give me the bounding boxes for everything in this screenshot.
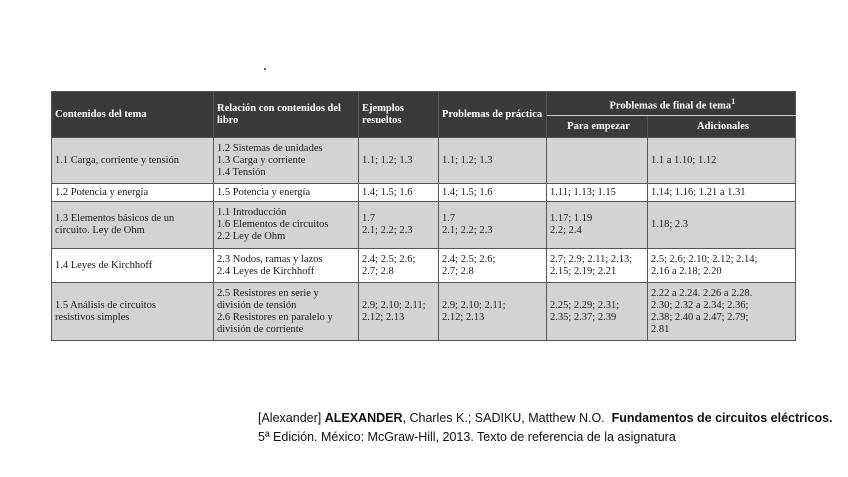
cell-line: 2.30; 2.32 a 2.34; 2.36; [651, 299, 749, 311]
cell-line: 2.1; 2.2; 2.3 [362, 225, 413, 236]
cell-line: 1.4 Leyes de Kirchhoff [55, 259, 153, 271]
cell-line: 2.4; 2.5; 2.6; [362, 253, 416, 265]
cell-line: 1.1 a 1.10; 1.12 [651, 154, 717, 166]
cell-line: 1.1 Carga, corriente y tensión [55, 154, 180, 166]
cell-line: 1.14; 1.16; 1.21 a 1.31 [651, 186, 746, 198]
cell-start [547, 283, 648, 341]
cell-line: 2.1; 2.2; 2.3 [442, 225, 493, 236]
cell-line: 1.3 Elementos básicos de un [55, 213, 175, 224]
cell-line: 2.7; 2.8 [442, 265, 474, 277]
cell-relation [214, 138, 359, 184]
cell-line: 2.4 Leyes de Kirchhoff [217, 265, 315, 277]
cell-line: 2.9; 2.10; 2.11; [362, 299, 426, 311]
cell-line: 1.3 Carga y corriente [217, 154, 306, 166]
cell-line: 2.7; 2.9; 2.11; 2.13; [550, 253, 633, 265]
cell-line: 1.2 Sistemas de unidades [217, 142, 323, 154]
cell-start [547, 138, 648, 184]
cell-line: 2.15; 2.19; 2.21 [550, 265, 617, 277]
header-practice: Problemas de práctica [439, 92, 547, 138]
cell-line: 1.4; 1.5; 1.6 [362, 186, 413, 198]
table-row [52, 283, 796, 341]
cell-line: 2.22 a 2.24. 2.26 a 2.28. [651, 287, 753, 299]
table-row [52, 184, 796, 202]
cell-line: 2.2 Ley de Ohm [217, 231, 286, 242]
header-additional: Adicionales [648, 116, 796, 138]
cell-examples [359, 184, 439, 202]
bibliographic-citation [258, 409, 838, 447]
cell-topic [52, 184, 214, 202]
cell-line: 1.1; 1.2; 1.3 [442, 154, 493, 166]
header-examples: Ejemplos resueltos [359, 92, 439, 138]
cell-line: 1.2 Potencia y energía [55, 186, 149, 198]
course-contents-table [51, 91, 796, 341]
citation-author: ALEXANDER [324, 411, 403, 425]
citation-details: 5ª Edición. México: McGraw-Hill, 2013. Texto de referencia de la asignatura [258, 430, 676, 444]
cell-line: 2.6 Resistores en paralelo y [217, 311, 333, 323]
cell-line: 2.12; 2.13 [362, 311, 405, 323]
cell-examples [359, 249, 439, 283]
cell-practice [439, 249, 547, 283]
cell-examples [359, 138, 439, 184]
citation-title: Fundamentos de circuitos eléctricos. [611, 411, 833, 425]
cell-line: 1.17; 1.19 [550, 213, 593, 224]
cell-line: 1.5 Potencia y energía [217, 186, 311, 198]
cell-practice [439, 138, 547, 184]
cell-line: 2.5 Resistores en serie y [217, 287, 319, 299]
stray-mark [264, 68, 266, 70]
cell-line: división de corriente [217, 323, 304, 335]
cell-line: 1.1 Introducción [217, 207, 287, 218]
cell-line: 2.2; 2.4 [550, 225, 582, 236]
citation-tag: [Alexander] [258, 411, 322, 425]
cell-line: 2.5; 2.6; 2.10; 2.12; 2.14; [651, 253, 758, 265]
cell-line: 1.7 [362, 213, 376, 224]
cell-practice [439, 283, 547, 341]
cell-line: 2.38; 2.40 a 2.47; 2.79; [651, 311, 749, 323]
table-row [52, 202, 796, 249]
cell-line: 1.5 Análisis de circuitos [55, 299, 156, 311]
header-start: Para empezar [547, 116, 648, 138]
cell-line: 1.7 [442, 213, 456, 224]
cell-additional [648, 184, 796, 202]
cell-line: 1.18; 2.3 [651, 219, 689, 230]
citation-authors: , Charles K.; SADIKU, Matthew N.O. [402, 411, 605, 425]
header-relation: Relación con contenidos del libro [214, 92, 359, 138]
cell-topic [52, 283, 214, 341]
cell-topic [52, 138, 214, 184]
cell-line: 2.25; 2.29; 2.31; [550, 299, 620, 311]
cell-relation [214, 249, 359, 283]
cell-line: 1.1; 1.2; 1.3 [362, 154, 413, 166]
cell-line: 1.6 Elementos de circuitos [217, 219, 329, 230]
cell-additional [648, 138, 796, 184]
cell-additional [648, 202, 796, 249]
cell-line: 2.35; 2.37; 2.39 [550, 311, 617, 323]
cell-line: división de tensión [217, 299, 297, 311]
cell-additional [648, 283, 796, 341]
cell-line: 2.4; 2.5; 2.6; [442, 253, 496, 265]
cell-line: 2.3 Nodos, ramas y lazos [217, 253, 323, 265]
cell-start [547, 184, 648, 202]
table-row [52, 138, 796, 184]
cell-examples [359, 283, 439, 341]
cell-practice [439, 184, 547, 202]
cell-topic [52, 202, 214, 249]
cell-relation [214, 283, 359, 341]
cell-start [547, 249, 648, 283]
cell-line: 2.16 a 2.18; 2.20 [651, 265, 722, 277]
header-contents: Contenidos del tema [52, 92, 214, 138]
cell-start [547, 202, 648, 249]
cell-line: 1.11; 1.13; 1.15 [550, 186, 616, 198]
cell-relation [214, 202, 359, 249]
cell-line: circuito. Ley de Ohm [55, 225, 145, 236]
cell-topic [52, 249, 214, 283]
cell-line: 2.9; 2.10; 2.11; [442, 299, 506, 311]
cell-line: 1.4; 1.5; 1.6 [442, 186, 493, 198]
cell-relation [214, 184, 359, 202]
cell-line: 2.12; 2.13 [442, 311, 485, 323]
cell-practice [439, 202, 547, 249]
cell-line: resistivos simples [55, 311, 130, 323]
cell-line: 2.7; 2.8 [362, 265, 394, 277]
cell-examples [359, 202, 439, 249]
cell-additional [648, 249, 796, 283]
cell-line: 1.4 Tensión [217, 166, 266, 178]
cell-line: 2.81 [651, 323, 670, 335]
table-row [52, 249, 796, 283]
header-final-problems: Problemas de final de tema$^1$ [547, 92, 796, 116]
